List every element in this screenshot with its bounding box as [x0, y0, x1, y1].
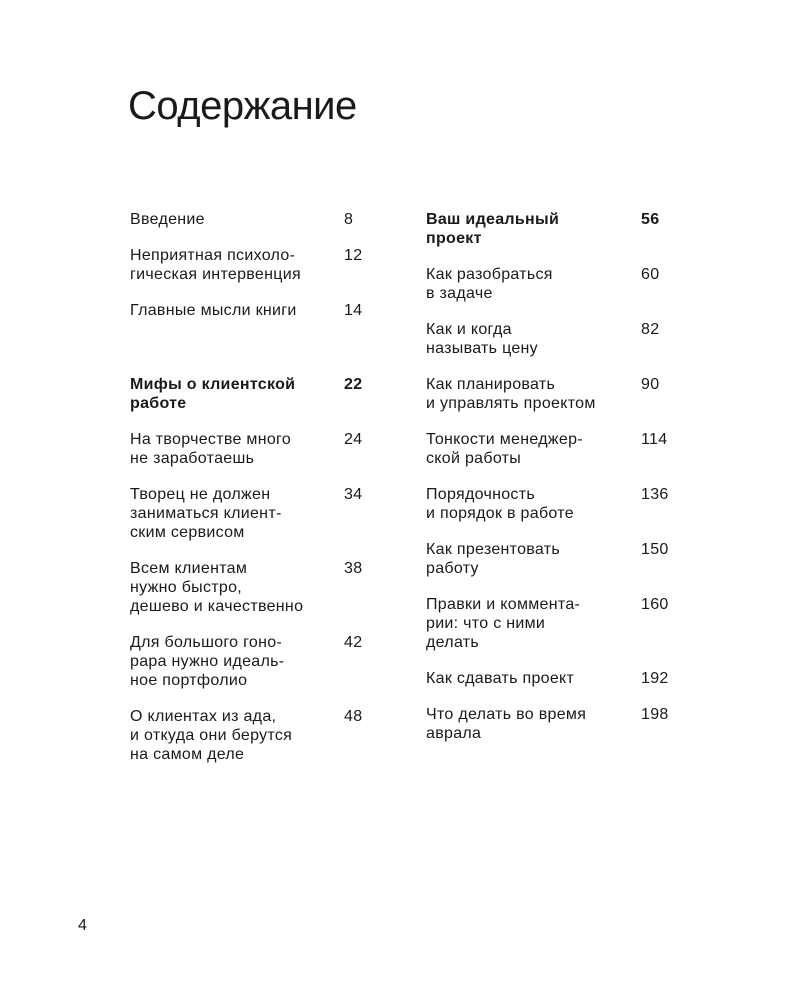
- toc-entry-title: Что делать во время аврала: [426, 706, 587, 742]
- toc-entry-title: На творчестве много не заработаешь: [130, 431, 292, 467]
- toc-entry[interactable]: [130, 559, 380, 616]
- toc-entry-title: Правки и коммента- рии: что с ними делать: [426, 596, 581, 651]
- toc-entry-page: 12: [344, 247, 363, 264]
- toc-entry[interactable]: [426, 595, 686, 652]
- toc-right-column: [426, 210, 686, 760]
- toc-entry-page: 60: [641, 266, 660, 283]
- toc-left-column: [130, 210, 380, 781]
- toc-entry-title: Как разобраться в задаче: [426, 266, 553, 302]
- toc-entry-page: 198: [641, 706, 669, 723]
- toc-entry[interactable]: [130, 707, 380, 764]
- toc-entry[interactable]: [130, 210, 380, 229]
- toc-entry[interactable]: [130, 246, 380, 284]
- toc-entry-page: 38: [344, 560, 363, 577]
- toc-section-heading[interactable]: [130, 375, 380, 413]
- toc-entry-page: 42: [344, 634, 363, 651]
- toc-entry-page: 114: [641, 431, 668, 448]
- toc-entry-page: 22: [344, 376, 363, 393]
- toc-entry-title: Как планировать и управлять проектом: [426, 376, 596, 412]
- toc-entry-title: Как презентовать работу: [426, 541, 561, 577]
- toc-section-heading[interactable]: [426, 210, 686, 248]
- toc-entry-page: 34: [344, 486, 363, 503]
- page-title: Содержание: [128, 84, 357, 128]
- toc-entry-page: 48: [344, 708, 363, 725]
- toc-entry[interactable]: [426, 705, 686, 743]
- toc-entry-page: 136: [641, 486, 669, 503]
- toc-entry-title: Главные мысли книги: [130, 302, 297, 319]
- toc-entry-page: 14: [344, 302, 363, 319]
- toc-entry[interactable]: [426, 375, 686, 413]
- toc-entry[interactable]: [426, 320, 686, 358]
- toc-entry[interactable]: [130, 485, 380, 542]
- toc-entry-page: 90: [641, 376, 660, 393]
- toc-entry-title: Неприятная психоло- гическая интервенция: [130, 247, 301, 283]
- toc-entry-page: 82: [641, 321, 660, 338]
- toc-entry-page: 24: [344, 431, 363, 448]
- toc-entry-title: Для большого гоно- рара нужно идеаль- ное портфолио: [130, 634, 285, 689]
- toc-entry[interactable]: [130, 430, 380, 468]
- toc-entry[interactable]: [130, 301, 380, 320]
- toc-entry-title: Мифы о клиентской работе: [130, 376, 296, 412]
- page-number: 4: [78, 917, 87, 934]
- toc-entry-title: Ваш идеальный проект: [426, 211, 560, 247]
- toc-entry[interactable]: [130, 633, 380, 690]
- toc-entry-title: Творец не должен заниматься клиент- ским сервисом: [130, 486, 282, 541]
- toc-entry-title: Как сдавать проект: [426, 670, 575, 687]
- toc-entry-title: Введение: [130, 211, 205, 228]
- toc-entry-page: 160: [641, 596, 669, 613]
- toc-entry[interactable]: [426, 430, 686, 468]
- toc-entry-page: 8: [344, 211, 354, 228]
- toc-entry[interactable]: [426, 540, 686, 578]
- toc-entry-title: Всем клиентам нужно быстро, дешево и качественно: [130, 560, 304, 615]
- toc-entry-page: 56: [641, 211, 660, 228]
- toc-entry-title: Порядочность и порядок в работе: [426, 486, 574, 522]
- toc-entry-page: 150: [641, 541, 669, 558]
- toc-entry-page: 192: [641, 670, 669, 687]
- toc-entry[interactable]: [426, 265, 686, 303]
- toc-entry[interactable]: [426, 669, 686, 688]
- toc-entry-title: Тонкости менеджер- ской работы: [426, 431, 583, 467]
- toc-entry[interactable]: [426, 485, 686, 523]
- toc-entry-title: Как и когда называть цену: [426, 321, 538, 357]
- toc-entry-title: О клиентах из ада, и откуда они берутся на самом деле: [130, 708, 293, 763]
